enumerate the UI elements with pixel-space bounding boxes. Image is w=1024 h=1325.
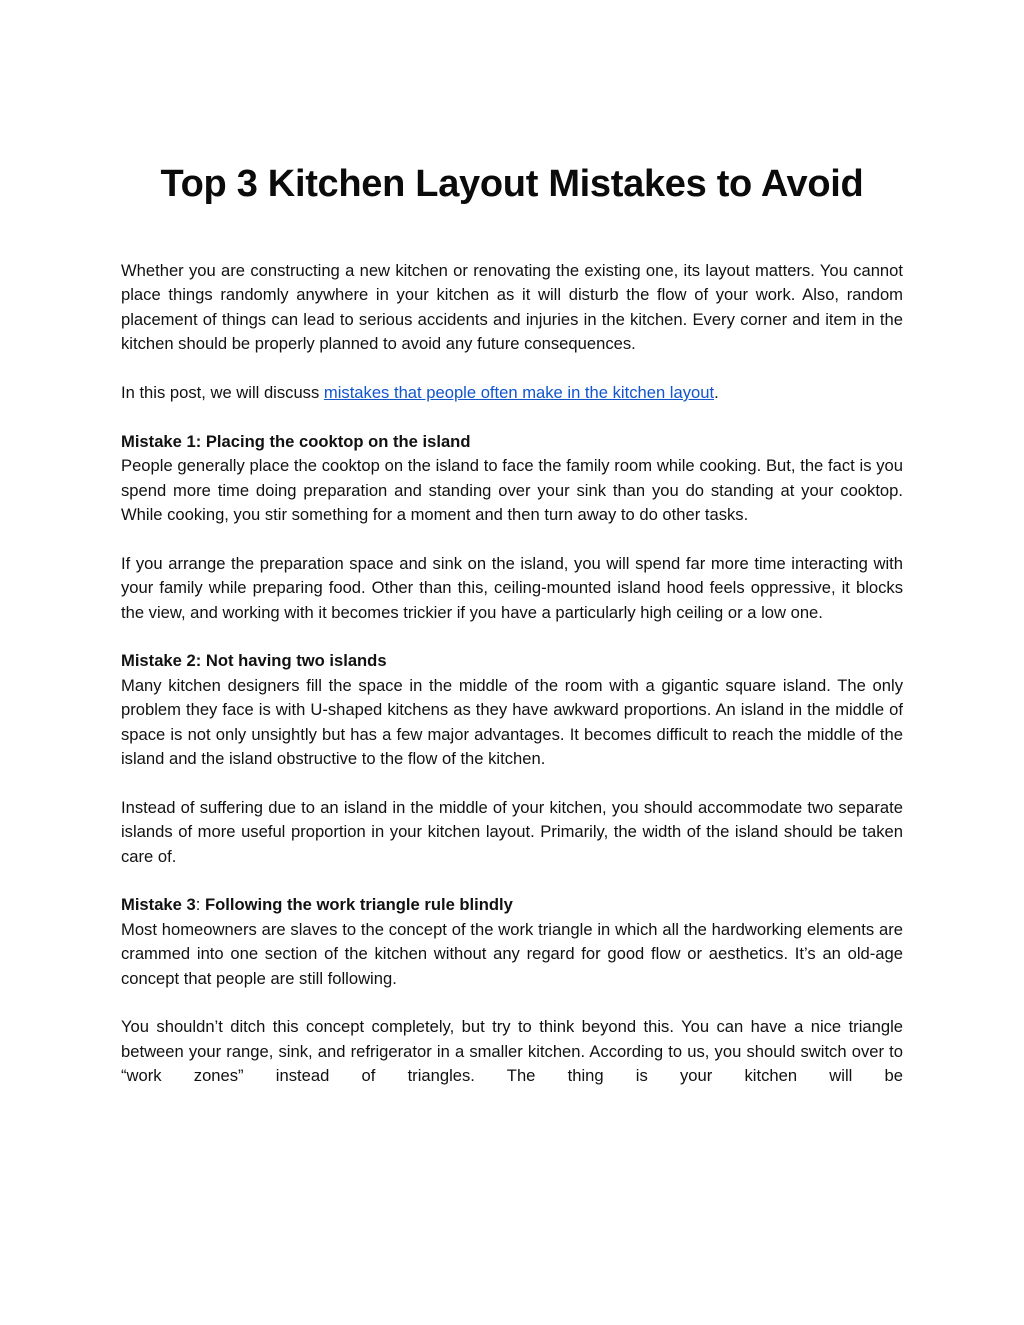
paragraph-spacer	[121, 771, 903, 795]
paragraph-spacer	[121, 625, 903, 649]
mistakes-article-link[interactable]: mistakes that people often make in the kitchen layout	[323, 383, 715, 403]
paragraph-spacer	[121, 869, 903, 893]
paragraph-spacer	[121, 991, 903, 1015]
mistake-1-paragraph-1: People generally place the cooktop on the island to face the family room while cooking. But, the fact is you spend more time doing preparation and standing over your sink than you do standing at your cooktop. While cooking, you stir something for a moment and then turn away to do other tasks.	[121, 456, 903, 525]
mistake-3-heading	[121, 893, 903, 917]
mistake-3-heading-text: Following the work triangle rule blindly	[204, 895, 513, 915]
post-intro-suffix: .	[714, 383, 719, 403]
mistake-2-paragraph-1: Many kitchen designers fill the space in the middle of the room with a gigantic square island. The only problem they face is with U-shaped kitchens as they have awkward proportions. An island in the middle of space is not only unsightly but has a few major advantages. It becomes difficult to reach the middle of the island and the island obstructive to the flow of the kitchen.	[121, 675, 903, 769]
mistake-1-heading: Mistake 1: Placing the cooktop on the island	[121, 431, 471, 451]
mistake-3-heading-separator: :	[195, 895, 205, 915]
document-body	[121, 259, 903, 1089]
paragraph-spacer	[121, 357, 903, 381]
mistake-3-heading-label: Mistake 3	[121, 895, 196, 915]
document-title: Top 3 Kitchen Layout Mistakes to Avoid	[160, 163, 864, 205]
mistake-2-paragraph-2: Instead of suffering due to an island in the middle of your kitchen, you should accommodate two separate islands of more useful proportion in your kitchen layout. Primarily, the width of the island should be taken care of.	[121, 797, 903, 866]
paragraph-spacer	[121, 527, 903, 551]
post-intro-paragraph	[121, 381, 903, 405]
mistake-1-paragraph-2: If you arrange the preparation space and sink on the island, you will spend far more time interacting with your family while preparing food. Other than this, ceiling-mounted island hood feels oppressive, it blocks the view, and working with it becomes trickier if you have a particularly high ceiling or a low one.	[121, 553, 903, 622]
mistake-2-heading: Mistake 2: Not having two islands	[121, 651, 387, 671]
mistake-3-paragraph-2: You shouldn’t ditch this concept completely, but try to think beyond this. You can have a nice triangle between your range, sink, and refrigerator in a smaller kitchen. According to us, you should switch over to “work zones” instead of triangles. The thing is your kitchen will be	[121, 1017, 903, 1086]
paragraph-spacer	[121, 405, 903, 429]
intro-paragraph: Whether you are constructing a new kitchen or renovating the existing one, its layout matters. You cannot place things randomly anywhere in your kitchen as it will disturb the flow of your work. Also, random placement of things can lead to serious accidents and injuries in the kitchen. Every corner and item in the kitchen should be properly planned to avoid any future consequences.	[121, 261, 903, 354]
mistake-3-paragraph-1: Most homeowners are slaves to the concept of the work triangle in which all the hardworking elements are crammed into one section of the kitchen without any regard for good flow or aesthetics. It’s an old-age concept that people are still following.	[121, 919, 903, 988]
post-intro-prefix: In this post, we will discuss	[121, 383, 324, 403]
